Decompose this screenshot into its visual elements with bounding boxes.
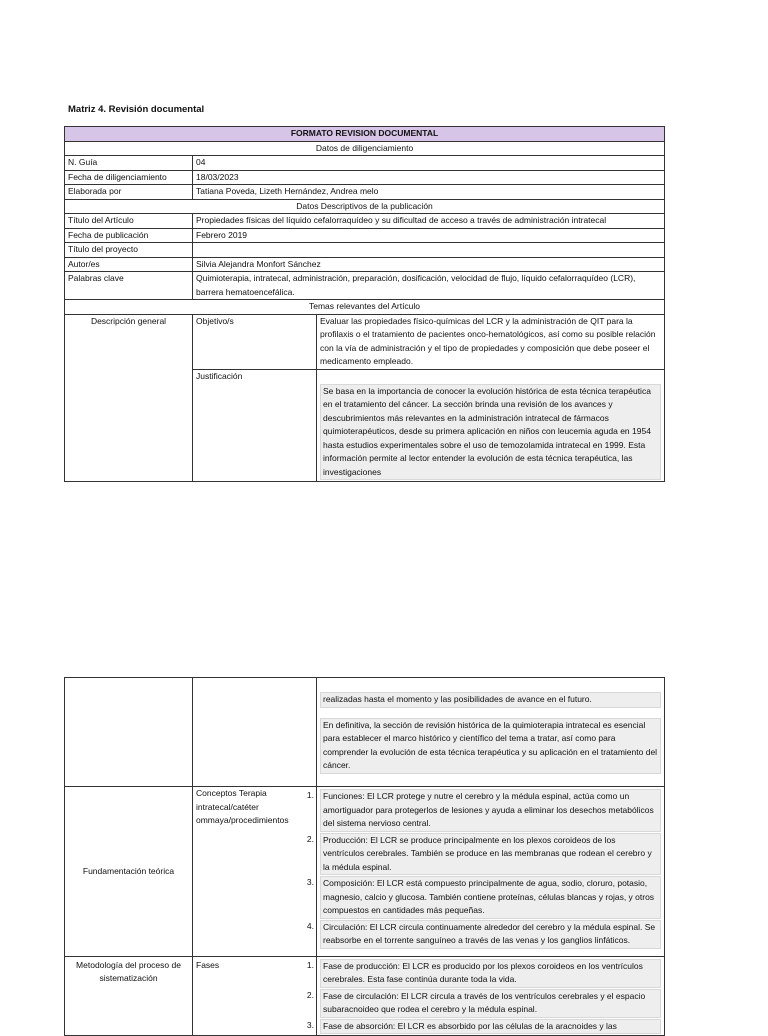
row-label: Título del proyecto xyxy=(65,243,193,258)
row-value: 04 xyxy=(193,156,665,171)
row-value xyxy=(193,243,665,258)
table-row xyxy=(65,228,665,243)
row-value: 18/03/2023 xyxy=(193,170,665,185)
row-value: Febrero 2019 xyxy=(193,228,665,243)
fundamentacion-label: Fundamentación teórica xyxy=(65,787,193,957)
row-label: Título del Artículo xyxy=(65,214,193,229)
table-row xyxy=(65,257,665,272)
row-value: Silvia Alejandra Monfort Sánchez xyxy=(193,257,665,272)
justificacion-text: Se basa en la importancia de conocer la evolución histórica de esta técnica terapéutica en el tratamiento del cáncer. La sección brinda una revisión de los avances y descubrimientos más relevantes en la administración intratecal de fármacos quimioterapéuticos, desde su primera aplicación en niños con leucemia aguda en 1954 hasta estudios experimentales sobre el uso de temozolamida intratecal en 1999. Esta información permite al lector entender la evolución de esta técnica terapéutica, las investigaciones xyxy=(320,384,661,481)
document-title: Matriz 4. Revisión documental xyxy=(68,104,205,115)
list-item: 2. Producción: El LCR se produce principalmente en los plexos coroideos de los ventrículos cerebrales. También se produce en las membranas que rodean el cerebro y la médula espinal. xyxy=(320,833,661,876)
list-item: 3. Fase de absorción: El LCR es absorbido por las células de la aracnoides y las xyxy=(320,1019,661,1035)
row-value: Propiedades físicas del líquido cefalorraquídeo y su dificultad de acceso a través de administración intratecal xyxy=(193,214,665,229)
table-row xyxy=(65,185,665,200)
row-label: Autor/es xyxy=(65,257,193,272)
list-item: 3. Composición: El LCR está compuesto principalmente de agua, sodio, cloruro, potasio, magnesio, calcio y glucosa. También contiene proteínas, células blancas y rojas, y otros compuestos en cantidades más pequeñas. xyxy=(320,876,661,919)
format-table xyxy=(64,126,665,482)
objetivo-text: Evaluar las propiedades físico-químicas del LCR y la administración de QIT para la profilaxis o el tratamiento de pacientes onco-hematológicos, así como su posible relación con la vía de administración y el tipo de propiedades y composición que debe poseer el medicamento empleado. xyxy=(317,314,665,369)
list-item: 1. Fase de producción: El LCR es producido por los plexos coroideos en los ventrículos cerebrales. Esta fase continúa durante toda la vida. xyxy=(320,959,661,988)
row-label: Fecha de publicación xyxy=(65,228,193,243)
metodologia-label: Metodología del proceso de sistematización xyxy=(65,956,193,1036)
table-row xyxy=(65,243,665,258)
fundamentacion-sublabel: Conceptos Terapia intratecal/catéter ommaya/procedimientos xyxy=(193,787,317,957)
metodologia-list xyxy=(306,959,661,1035)
row-label: N. Guía xyxy=(65,156,193,171)
continuation-text-2: En definitiva, la sección de revisión histórica de la quimioterapia intratecal es esencial para establecer el marco histórico y científico del tema a tratar, así como para comprender la evolución de esta técnica terapéutica y su aplicación en el tratamiento del cáncer. xyxy=(320,718,661,774)
row-value: Tatiana Poveda, Lizeth Hernández, Andrea melo xyxy=(193,185,665,200)
format-header: FORMATO REVISION DOCUMENTAL xyxy=(65,127,665,142)
justificacion-label: Justificación xyxy=(193,369,317,482)
row-label: Palabras clave xyxy=(65,272,193,300)
list-item: 1. Funciones: El LCR protege y nutre el cerebro y la médula espinal, actúa como un amortiguador para protegerlos de lesiones y ayuda a eliminar los desechos metabólicos del sistema nervioso central. xyxy=(320,789,661,832)
row-value: Quimioterapia, intratecal, administración, preparación, dosificación, velocidad de flujo, líquido cefalorraquídeo (LCR), barrera hematoencefálica. xyxy=(193,272,665,300)
table-row xyxy=(65,156,665,171)
row-label: Fecha de diligenciamiento xyxy=(65,170,193,185)
section-temas: Temas relevantes del Artículo xyxy=(65,300,665,315)
continuation-text-1: realizadas hasta el momento y las posibilidades de avance en el futuro. xyxy=(320,692,661,708)
table-row xyxy=(65,170,665,185)
section-diligenciamiento: Datos de diligenciamiento xyxy=(65,141,665,156)
row-label: Elaborada por xyxy=(65,185,193,200)
section-descriptivos: Datos Descriptivos de la publicación xyxy=(65,199,665,214)
objetivo-label: Objetivo/s xyxy=(193,314,317,369)
table-row xyxy=(65,272,665,300)
fundamentacion-list xyxy=(306,789,661,949)
continuation-table xyxy=(64,677,665,1036)
list-item: 2. Fase de circulación: El LCR circula a través de los ventrículos cerebrales y el espacio subaracnoideo que rodea el cerebro y la médula espinal. xyxy=(320,989,661,1018)
descripcion-general-label: Descripción general xyxy=(65,314,193,482)
metodologia-sublabel: Fases xyxy=(193,956,317,1036)
list-item: 4. Circulación: El LCR circula continuamente alrededor del cerebro y la médula espinal. Se reabsorbe en el torrente sanguíneo a través de las venas y los ganglios linfáticos. xyxy=(320,920,661,949)
table-row xyxy=(65,214,665,229)
